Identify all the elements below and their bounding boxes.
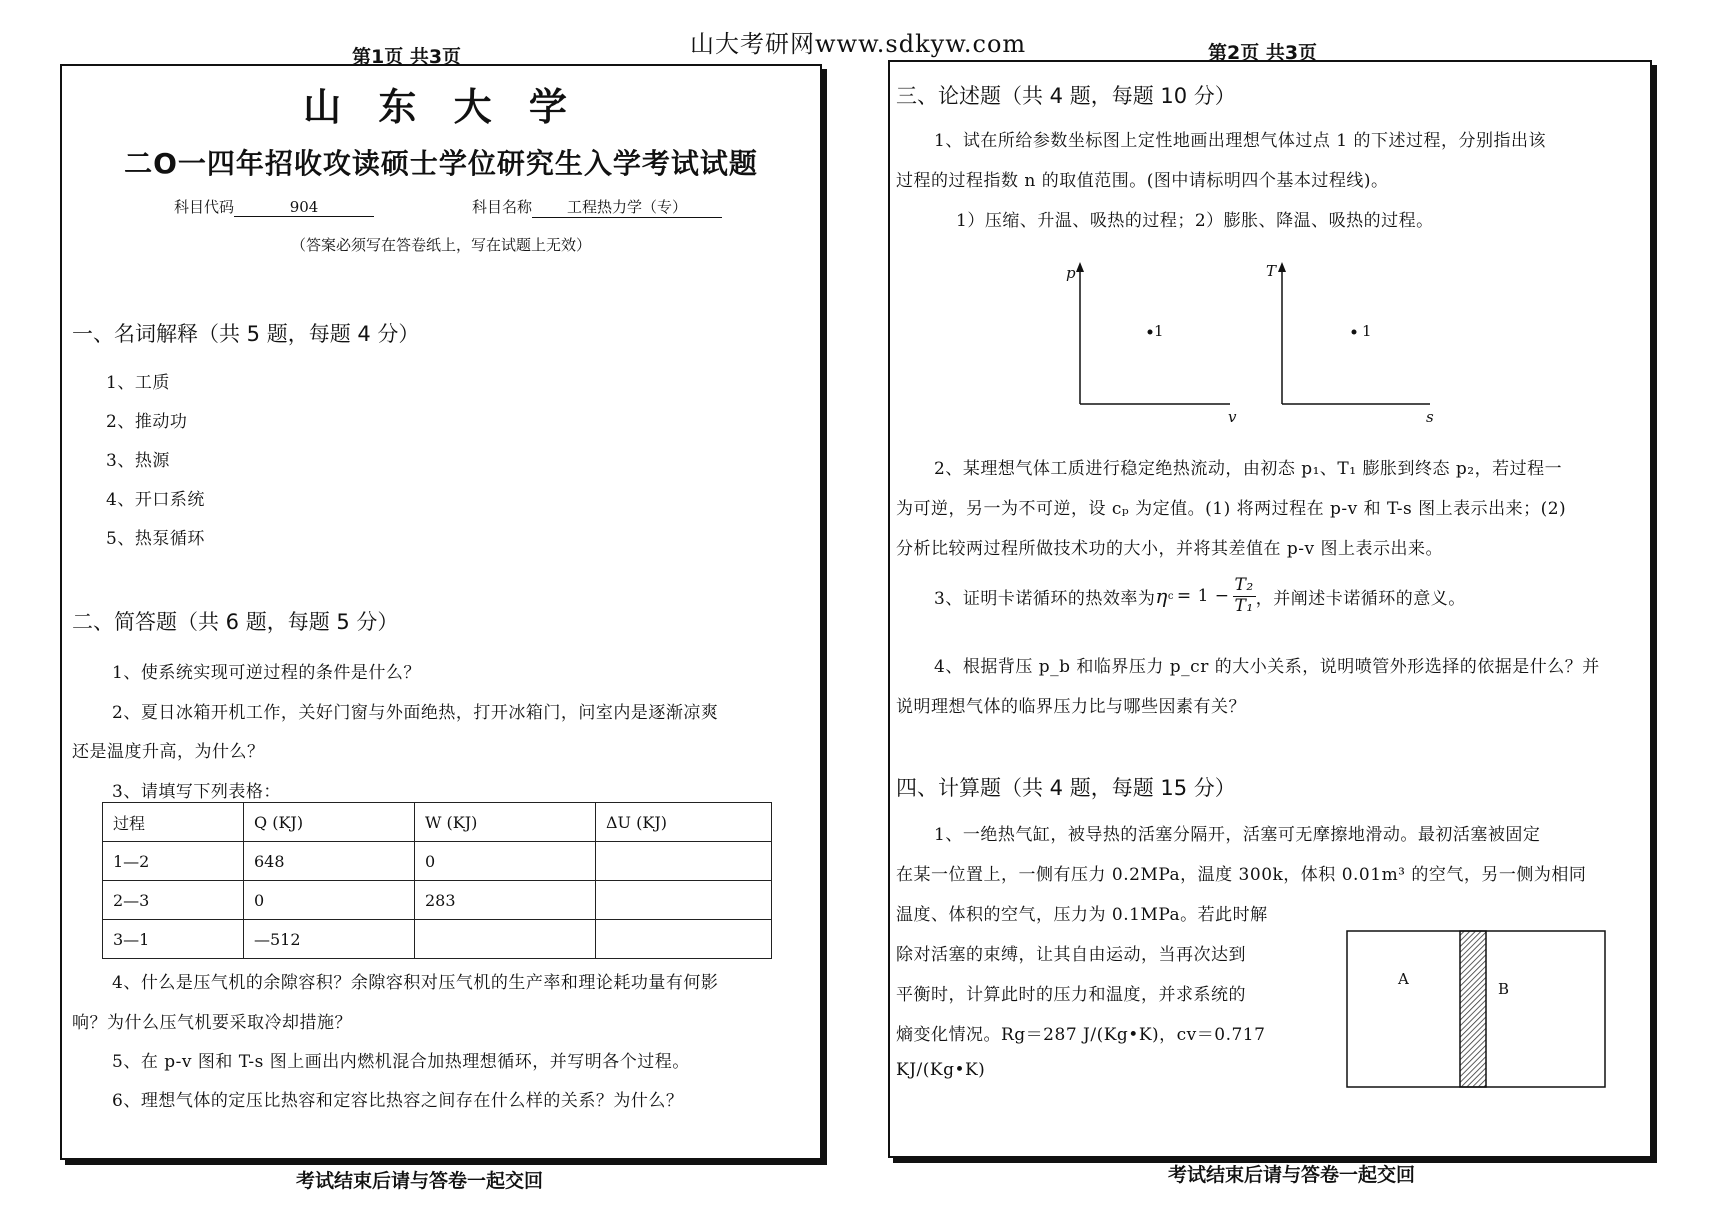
question-text: 说明理想气体的临界压力比与哪些因素有关？ — [896, 697, 1246, 717]
pv-point-label: 1 — [1154, 322, 1164, 340]
table-cell: 0 — [244, 881, 415, 920]
table-cell: 3—1 — [103, 920, 244, 959]
eta-symbol: η — [1155, 584, 1168, 609]
section4-heading: 四、计算题（共 4 题，每题 15 分） — [896, 776, 1236, 800]
question-text: 2、某理想气体工质进行稳定绝热流动，由初态 p₁、T₁ 膨胀到终态 p₂，若过程一 — [934, 459, 1563, 479]
table-cell: 648 — [244, 842, 415, 881]
section3-heading: 三、论述题（共 4 题，每题 10 分） — [896, 84, 1236, 108]
table-cell: 0 — [415, 842, 596, 881]
page1-number: 第1页 共3页 — [352, 46, 462, 68]
subject-code-label: 科目代码 — [174, 198, 235, 216]
page2-footer: 考试结束后请与答卷一起交回 — [1168, 1164, 1416, 1186]
section2-heading: 二、简答题（共 6 题，每题 5 分） — [72, 610, 399, 634]
question-text: 2、夏日冰箱开机工作，关好门窗与外面绝热，打开冰箱门，问室内是逐渐凉爽 — [112, 703, 719, 723]
table-cell: 2—3 — [103, 881, 244, 920]
carnot-question — [934, 576, 1466, 616]
table-row — [103, 881, 772, 920]
subject-name-label: 科目名称 — [472, 198, 533, 216]
table-cell: 283 — [415, 881, 596, 920]
page1-footer: 考试结束后请与答卷一起交回 — [296, 1170, 544, 1192]
question-text: 为可逆，另一为不可逆，设 cₚ 为定值。(1) 将两过程在 p-v 和 T-s 图上表示出来；(2) — [896, 499, 1567, 519]
question-text: 分析比较两过程所做技术功的大小，并将其差值在 p-v 图上表示出来。 — [896, 539, 1444, 559]
table-header-row — [103, 803, 772, 842]
eta-subscript: c — [1167, 590, 1174, 602]
question-text: 1）压缩、升温、吸热的过程；2）膨胀、降温、吸热的过程。 — [956, 211, 1434, 231]
table-cell — [596, 842, 772, 881]
ts-diagram — [1260, 258, 1470, 428]
question-text: 在某一位置上，一侧有压力 0.2MPa，温度 300k，体积 0.01m³ 的空气，另一侧为相同 — [896, 865, 1587, 885]
question-text: 1、使系统实现可逆过程的条件是什么？ — [112, 663, 421, 683]
table-cell: —512 — [244, 920, 415, 959]
question-text: 平衡时，计算此时的压力和温度，并求系统的 — [896, 985, 1246, 1005]
fraction-denominator: T₁ — [1234, 595, 1254, 616]
cylinder-diagram — [1346, 930, 1608, 1090]
question-text: ，并阐述卡诺循环的意义。 — [1255, 588, 1466, 609]
term-item: 5、热泵循环 — [106, 529, 205, 549]
exam-title: 二O一四年招收攻读硕士学位研究生入学考试试题 — [124, 147, 758, 180]
question-text: 1、一绝热气缸，被导热的活塞分隔开，活塞可无摩擦地滑动。最初活塞被固定 — [934, 825, 1541, 845]
question-text: 还是温度升高，为什么？ — [72, 742, 265, 762]
formula-operator: = 1 − — [1176, 586, 1230, 607]
chamber-a-label: A — [1398, 970, 1409, 988]
page2-number: 第2页 共3页 — [1208, 42, 1318, 64]
temperature-fraction — [1233, 576, 1256, 616]
question-text: 4、什么是压气机的余隙容积？余隙容积对压气机的生产率和理论耗功量有何影 — [112, 973, 719, 993]
table-cell — [415, 920, 596, 959]
table-header-cell: ΔU (KJ) — [596, 803, 772, 842]
table-header-cell: Q (KJ) — [244, 803, 415, 842]
university-name: 山 东 大 学 — [303, 85, 579, 129]
question-text: 3、请填写下列表格： — [112, 782, 281, 802]
question-text: 4、根据背压 p_b 和临界压力 p_cr 的大小关系，说明喷管外形选择的依据是什么？并 — [934, 657, 1600, 677]
table-row — [103, 842, 772, 881]
question-text: 温度、体积的空气，压力为 0.1MPa。若此时解 — [896, 905, 1268, 925]
section1-heading: 一、名词解释（共 5 题，每题 4 分） — [72, 322, 420, 346]
subject-name-field — [472, 196, 722, 218]
subject-code-field — [174, 196, 374, 217]
table-cell: 1—2 — [103, 842, 244, 881]
question-text: 过程的过程指数 n 的取值范围。(图中请标明四个基本过程线)。 — [896, 171, 1389, 191]
question-text: 3、证明卡诺循环的热效率为 — [934, 588, 1156, 609]
process-table — [102, 802, 772, 959]
question-text: 除对活塞的束缚，让其自由运动，当再次达到 — [896, 945, 1246, 965]
ts-y-axis-label: T — [1266, 262, 1277, 280]
table-row — [103, 920, 772, 959]
term-item: 3、热源 — [106, 451, 170, 471]
term-item: 4、开口系统 — [106, 490, 205, 510]
ts-point-label: 1 — [1362, 322, 1372, 340]
table-header-cell: W (KJ) — [415, 803, 596, 842]
page1-frame — [60, 64, 822, 1160]
term-item: 1、工质 — [106, 373, 170, 393]
question-text: KJ/(Kg•K) — [896, 1060, 986, 1080]
fraction-numerator: T₂ — [1234, 575, 1254, 595]
term-item: 2、推动功 — [106, 412, 188, 432]
page2-frame — [888, 60, 1652, 1158]
pv-diagram — [1050, 258, 1260, 428]
question-text: 响？为什么压气机要采取冷却措施？ — [72, 1013, 352, 1033]
table-cell — [596, 920, 772, 959]
watermark-text: 山大考研网www.sdkyw.com — [690, 30, 1027, 58]
question-text: 1、试在所给参数坐标图上定性地画出理想气体过点 1 的下述过程，分别指出该 — [934, 131, 1546, 151]
ts-x-axis-label: s — [1426, 408, 1434, 426]
subject-code-value: 904 — [234, 198, 374, 217]
question-text: 6、理想气体的定压比热容和定容比热容之间存在什么样的关系？为什么？ — [112, 1091, 684, 1111]
subject-name-value: 工程热力学（专） — [532, 196, 722, 218]
answer-notice: （答案必须写在答卷纸上，写在试题上无效） — [290, 236, 591, 254]
table-header-cell: 过程 — [103, 803, 244, 842]
question-text: 熵变化情况。Rg＝287 J/(Kg•K)，cv＝0.717 — [896, 1025, 1266, 1045]
chamber-b-label: B — [1498, 980, 1510, 998]
table-cell — [596, 881, 772, 920]
question-text: 5、在 p-v 图和 T-s 图上画出内燃机混合加热理想循环，并写明各个过程。 — [112, 1052, 690, 1072]
pv-x-axis-label: v — [1228, 408, 1237, 426]
pv-y-axis-label: p — [1066, 264, 1076, 282]
